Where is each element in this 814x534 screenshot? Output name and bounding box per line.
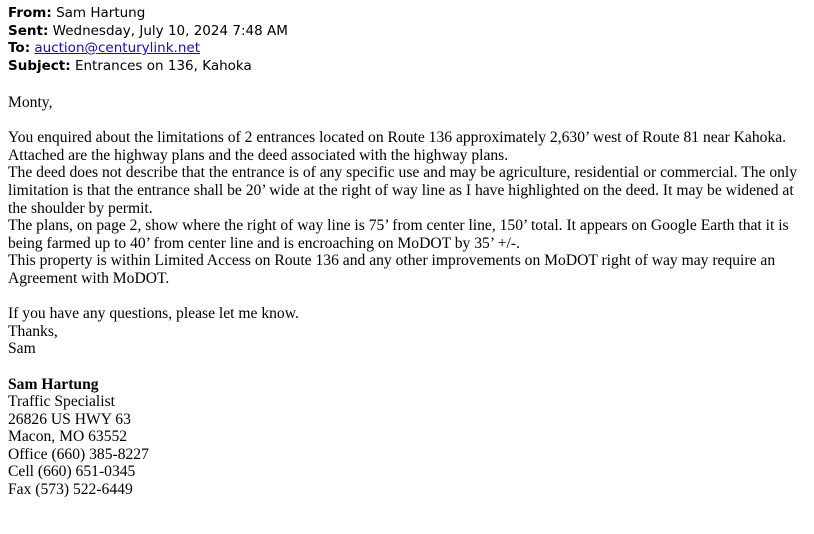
to-row xyxy=(8,40,288,58)
spacer xyxy=(8,288,808,306)
spacer xyxy=(8,112,808,130)
email-body xyxy=(8,94,808,499)
closing-thanks: Thanks, xyxy=(8,322,58,340)
paragraph-3: The deed does not describe that the entrance is of any specific use and may be agriculture, residential or commercial. The only limitation is that the entrance shall be 20’ wide at the right of way line as I have highlighted on the deed. It may be widened at the shoulder by permit. xyxy=(8,164,798,217)
email-header xyxy=(8,5,288,75)
paragraph-4: The plans, on page 2, show where the right of way line is 75’ from center line, 150’ total. It appears on Google Earth that it is being farmed up to 40’ from center line and is encroaching on MoDOT by 35’ +/-. xyxy=(8,217,789,252)
subject-label: Subject: xyxy=(8,57,71,74)
signature-block xyxy=(8,376,808,499)
spacer xyxy=(8,358,808,376)
subject-value: Entrances on 136, Kahoka xyxy=(74,57,252,74)
closing-sender: Sam xyxy=(8,340,36,358)
signature-office-phone: Office (660) 385-8227 xyxy=(8,445,149,463)
to-email-link[interactable]: auction@centurylink.net xyxy=(34,40,200,56)
paragraph-2: Attached are the highway plans and the deed associated with the highway plans. xyxy=(8,146,509,164)
signature-address-line-1: 26826 US HWY 63 xyxy=(8,410,131,428)
paragraph-5: This property is within Limited Access on Route 136 and any other improvements on MoDOT right of way may require an Agreement with MoDOT. xyxy=(8,252,776,287)
to-label: To: xyxy=(8,40,31,56)
sent-row xyxy=(8,23,288,41)
signature-name: Sam Hartung xyxy=(8,375,99,393)
signature-address-line-2: Macon, MO 63552 xyxy=(8,428,128,446)
signature-cell-phone: Cell (660) 651-0345 xyxy=(8,463,136,481)
sent-label: Sent: xyxy=(8,22,49,39)
signature-fax: Fax (573) 522-6449 xyxy=(8,481,133,499)
signature-title: Traffic Specialist xyxy=(8,393,115,411)
greeting: Monty, xyxy=(8,94,53,111)
from-label: From: xyxy=(8,5,52,21)
closing-line: If you have any questions, please let me know. xyxy=(8,305,299,323)
from-row xyxy=(8,5,288,23)
paragraph-1: You enquired about the limitations of 2 entrances located on Route 136 approximately 2,630’ west of Route 81 near Kahoka. xyxy=(8,129,787,147)
from-value: Sam Hartung xyxy=(56,5,146,21)
sent-value: Wednesday, July 10, 2024 7:48 AM xyxy=(52,22,288,39)
subject-row xyxy=(8,58,288,76)
